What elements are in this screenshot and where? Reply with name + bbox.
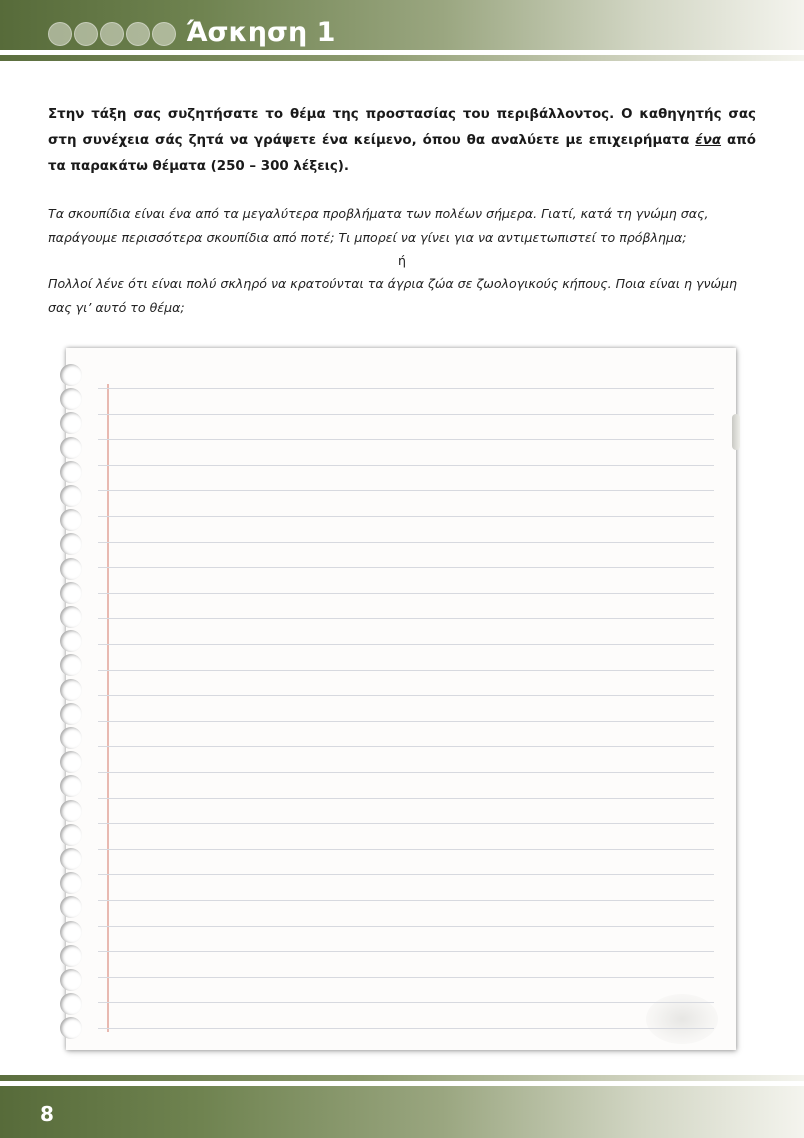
spiral-ring-icon: [60, 775, 82, 797]
header-rule-dark: [0, 55, 804, 61]
notebook-ruled-line: [98, 695, 714, 696]
spiral-ring-icon: [60, 606, 82, 628]
notebook-ruled-line: [98, 388, 714, 389]
spiral-ring-icon: [60, 509, 82, 531]
spiral-ring-icon: [60, 364, 82, 386]
header-dot-icon: [48, 22, 72, 46]
notebook-ruled-line: [98, 926, 714, 927]
exercise-title: Άσκηση 1: [186, 17, 336, 48]
notebook-ruled-line: [98, 593, 714, 594]
instructions-text-part2: από τα παρακάτω θέματα (250 – 300 λέξεις).: [48, 133, 757, 174]
notebook-ruled-line: [98, 1028, 714, 1029]
notebook-ruled-line: [98, 874, 714, 875]
spiral-ring-icon: [60, 1017, 82, 1039]
notebook-ruled-line: [98, 567, 714, 568]
notebook-ruled-line: [98, 465, 714, 466]
notebook-ruled-line: [98, 542, 714, 543]
spiral-ring-icon: [60, 921, 82, 943]
notebook-ruled-line: [98, 798, 714, 799]
notebook-writing-area[interactable]: [66, 348, 736, 1050]
spiral-ring-icon: [60, 582, 82, 604]
spiral-ring-icon: [60, 654, 82, 676]
notebook-ruled-line: [98, 644, 714, 645]
spiral-ring-icon: [60, 848, 82, 870]
notebook-ruled-line: [98, 849, 714, 850]
spiral-ring-icon: [60, 727, 82, 749]
notebook-ruled-line: [98, 721, 714, 722]
spiral-ring-icon: [60, 993, 82, 1015]
notebook-page-clip: [732, 414, 740, 450]
notebook-ruled-line: [98, 670, 714, 671]
notebook-ruled-line: [98, 900, 714, 901]
notebook-ruled-line: [98, 490, 714, 491]
notebook-ruled-line: [98, 772, 714, 773]
spiral-ring-icon: [60, 630, 82, 652]
notebook-ruled-line: [98, 823, 714, 824]
notebook-ruled-line: [98, 516, 714, 517]
spiral-ring-icon: [60, 461, 82, 483]
spiral-ring-icon: [60, 969, 82, 991]
spiral-ring-icon: [60, 533, 82, 555]
page-number: 8: [40, 1102, 54, 1126]
notebook-margin-line: [107, 384, 109, 1032]
topic-option-2: Πολλοί λένε ότι είναι πολύ σκληρό να κρατούνται τα άγρια ζώα σε ζωολογικούς κήπους. Ποια είναι η γνώμη σας γι’ αυτό το θέμα;: [48, 276, 738, 315]
spiral-ring-icon: [60, 824, 82, 846]
header-dot-icon: [152, 22, 176, 46]
footer-band: [0, 1086, 804, 1138]
spiral-ring-icon: [60, 703, 82, 725]
header-dot-icon: [74, 22, 98, 46]
notebook-ruled-line: [98, 1002, 714, 1003]
spiral-ring-icon: [60, 945, 82, 967]
spiral-ring-icon: [60, 485, 82, 507]
notebook-ruled-line: [98, 439, 714, 440]
spiral-ring-icon: [60, 679, 82, 701]
spiral-ring-icon: [60, 800, 82, 822]
spiral-ring-icon: [60, 412, 82, 434]
notebook-ruled-line: [98, 951, 714, 952]
notebook-ruled-line: [98, 414, 714, 415]
notebook-ruled-line: [98, 977, 714, 978]
header-dot-icon: [100, 22, 124, 46]
spiral-ring-icon: [60, 388, 82, 410]
topic-separator: ή: [398, 253, 406, 268]
instructions-text-part1: Στην τάξη σας συζητήσατε το θέμα της προστασίας του περιβάλλοντος. Ο καθηγητής σας στη συνέχεια σάς ζητά να γράψετε ένα κείμενο, όπου θα αναλύετε με επιχειρήματα: [48, 107, 756, 148]
topic-option-1: Τα σκουπίδια είναι ένα από τα μεγαλύτερα προβλήματα των πολέων σήμερα. Γιατί, κατά τη γνώμη σας, παράγουμε περισσότερα σκουπίδια από ποτέ; Τι μπορεί να γίνει για να αντιμετωπιστεί το πρόβλημα;: [48, 206, 709, 245]
spiral-ring-icon: [60, 872, 82, 894]
header-decorative-dots: [48, 22, 176, 46]
spiral-ring-icon: [60, 896, 82, 918]
header-dot-icon: [126, 22, 150, 46]
spiral-ring-icon: [60, 437, 82, 459]
notebook-ruled-line: [98, 746, 714, 747]
exercise-instructions: [48, 102, 756, 180]
instructions-emphasis: ένα: [695, 133, 722, 148]
notebook-ruled-line: [98, 618, 714, 619]
spiral-ring-icon: [60, 558, 82, 580]
header-band: [0, 0, 804, 50]
spiral-ring-icon: [60, 751, 82, 773]
